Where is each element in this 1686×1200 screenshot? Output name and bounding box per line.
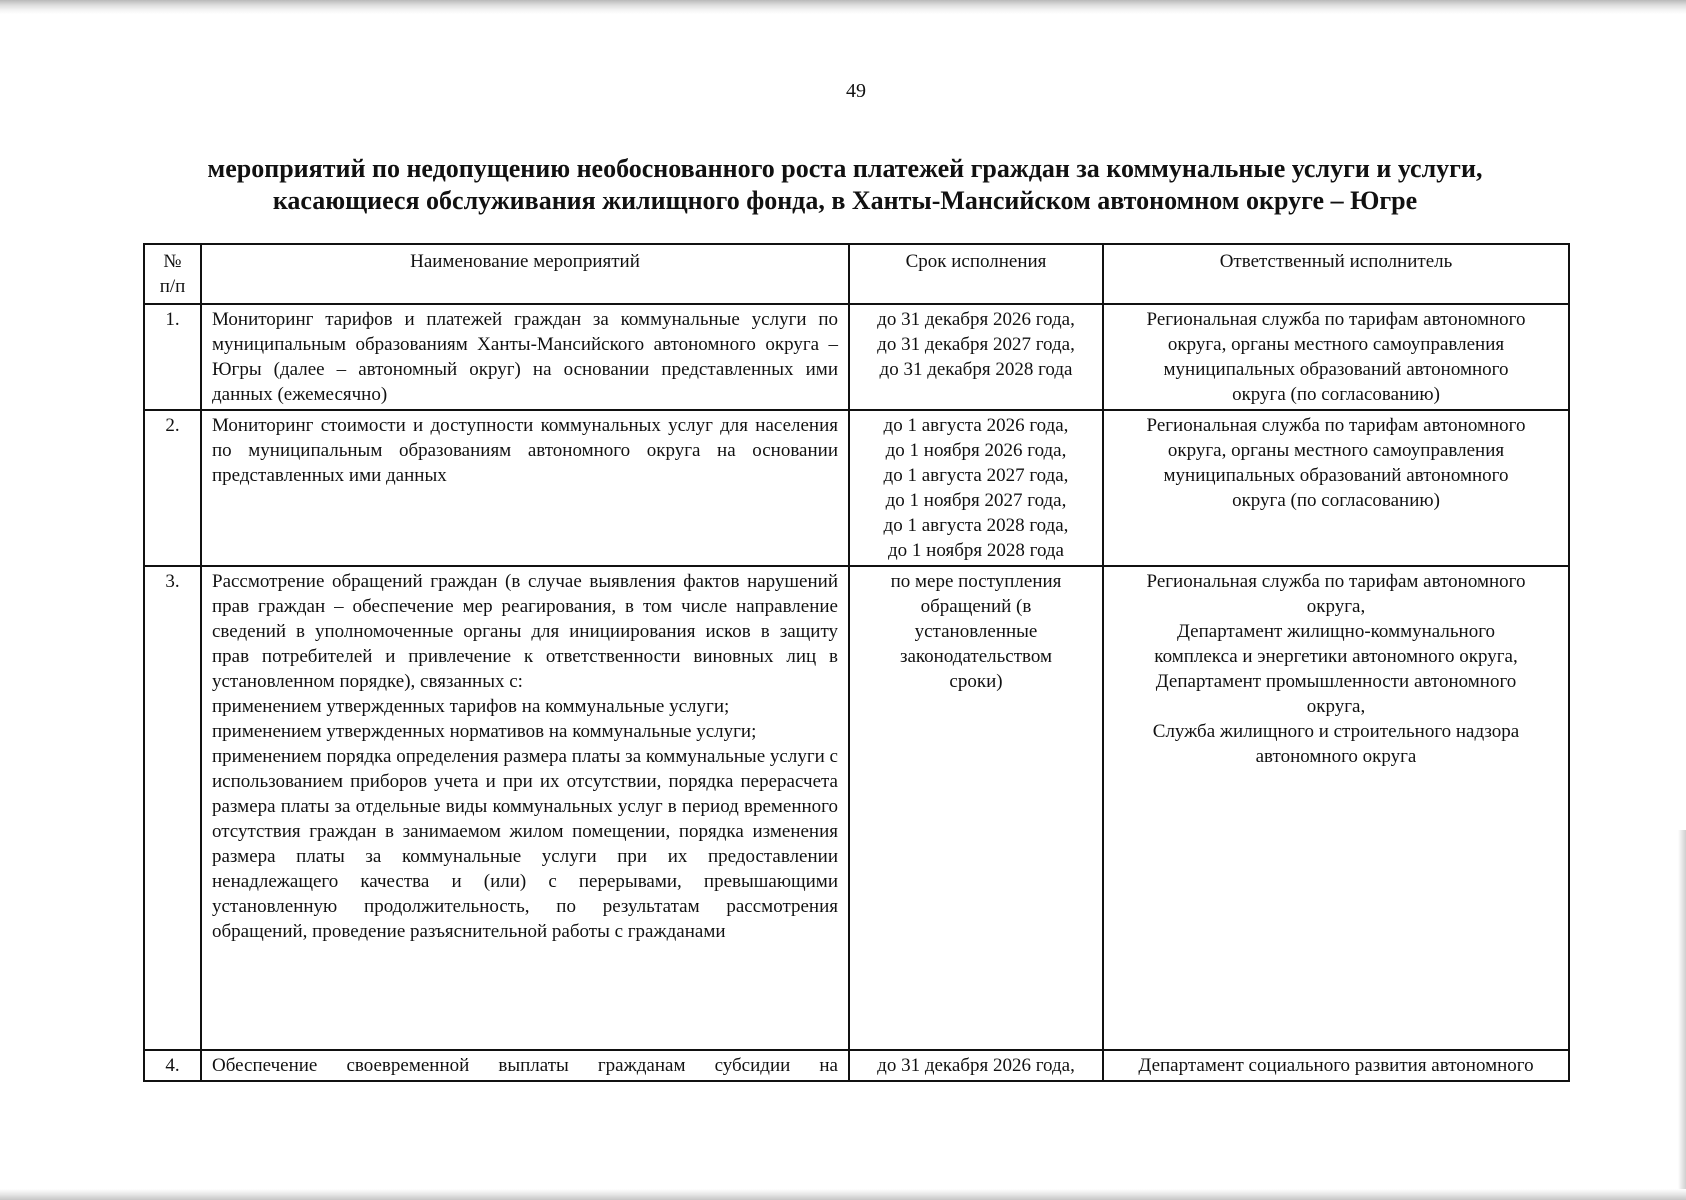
responsible-line: округа (по согласованию) <box>1232 384 1440 405</box>
measure-responsible <box>1103 1050 1569 1081</box>
measure-responsible <box>1103 410 1569 566</box>
term-line: сроки) <box>949 671 1003 692</box>
header-number-pp: п/п <box>159 276 186 297</box>
row-number: 4. <box>144 1050 201 1081</box>
responsible-line: автономного округа <box>1255 746 1417 767</box>
measure-term <box>849 566 1103 1050</box>
table-row <box>144 410 1569 566</box>
responsible-line: Департамент социального развития автономного <box>1138 1055 1534 1076</box>
term-line: до 31 декабря 2026 года, <box>877 309 1075 330</box>
scan-edge-top <box>0 0 1686 14</box>
term-line: до 1 ноября 2026 года, <box>885 440 1067 461</box>
header-number <box>144 244 201 304</box>
title-line: мероприятий по недопущению необоснованного роста платежей граждан за коммунальные услуги и услуги, <box>207 154 1483 183</box>
table-header-row <box>144 244 1569 304</box>
responsible-line: Департамент жилищно-коммунального <box>1176 621 1496 642</box>
measure-name <box>201 304 849 410</box>
responsible-line: комплекса и энергетики автономного округа, <box>1154 646 1518 667</box>
header-responsible: Ответственный исполнитель <box>1103 244 1569 304</box>
responsible-line: муниципальных образований автономного <box>1163 465 1509 486</box>
term-line: обращений (в <box>920 596 1032 617</box>
measure-term <box>849 410 1103 566</box>
table-row <box>144 304 1569 410</box>
scan-edge-bottom <box>0 1189 1686 1200</box>
term-line: законодательством <box>899 646 1053 667</box>
measure-paragraph: применением утвержденных нормативов на коммунальные услуги; <box>212 721 757 742</box>
term-line: до 1 августа 2028 года, <box>883 515 1069 536</box>
measure-name <box>201 1050 849 1081</box>
header-number-sign: № <box>163 251 182 272</box>
responsible-line: округа (по согласованию) <box>1232 490 1440 511</box>
row-number: 3. <box>144 566 201 1050</box>
title-line: касающиеся обслуживания жилищного фонда, в Ханты-Мансийском автономном округе – Югре <box>272 186 1418 215</box>
measure-paragraph: применением утвержденных тарифов на коммунальные услуги; <box>212 696 730 717</box>
measure-paragraph: Рассмотрение обращений граждан (в случае выявления фактов нарушений прав граждан – обеспечение мер реагирования, в том числе направление сведений в уполномоченные органы для инициирования исков в защиту прав потребителей и привлечение к ответственности виновных лиц в установленном порядке), связанных с: <box>212 571 838 692</box>
measure-responsible <box>1103 566 1569 1050</box>
measure-paragraph: Мониторинг стоимости и доступности коммунальных услуг для населения по муниципальным образованиям автономного округа на основании представленных ими данных <box>212 415 838 486</box>
measure-responsible <box>1103 304 1569 410</box>
term-line: по мере поступления <box>890 571 1062 592</box>
responsible-line: Региональная служба по тарифам автономного <box>1146 309 1526 330</box>
responsible-line: Служба жилищного и строительного надзора <box>1152 721 1520 742</box>
term-line: до 31 декабря 2028 года <box>879 359 1073 380</box>
responsible-line: Региональная служба по тарифам автономного <box>1146 571 1526 592</box>
responsible-line: Департамент промышленности автономного <box>1155 671 1517 692</box>
term-line: до 1 ноября 2027 года, <box>885 490 1067 511</box>
scan-edge-right <box>1678 830 1686 1190</box>
header-term: Срок исполнения <box>849 244 1103 304</box>
responsible-line: муниципальных образований автономного <box>1163 359 1509 380</box>
row-number: 1. <box>144 304 201 410</box>
document-title <box>130 153 1560 217</box>
table-row <box>144 1050 1569 1081</box>
row-number: 2. <box>144 410 201 566</box>
table-row <box>144 566 1569 1050</box>
responsible-line: округа, <box>1306 696 1366 717</box>
term-line: до 1 августа 2026 года, <box>883 415 1069 436</box>
responsible-line: округа, органы местного самоуправления <box>1167 334 1505 355</box>
measure-paragraph: Мониторинг тарифов и платежей граждан за коммунальные услуги по муниципальным образованиям Ханты-Мансийского автономного округа – Югры (далее – автономный округ) на основании представленных ими данных (ежемесячно) <box>212 309 838 405</box>
measure-paragraph: применением порядка определения размера платы за коммунальные услуги с использованием приборов учета и при их отсутствии, порядка перерасчета размера платы за отдельные виды коммунальных услуг в период временного отсутствия граждан в занимаемом жилом помещении, порядка изменения размера платы за коммунальные услуги при их предоставлении ненадлежащего качества и (или) с перерывами, превышающими установленную продолжительность, по результатам рассмотрения обращений, проведение разъяснительной работы с гражданами <box>212 746 838 942</box>
measure-paragraph: Обеспечение своевременной выплаты гражданам субсидии на <box>212 1055 838 1076</box>
term-line: до 1 ноября 2028 года <box>888 540 1064 561</box>
measures-table <box>143 243 1570 1082</box>
measure-name <box>201 410 849 566</box>
responsible-line: округа, органы местного самоуправления <box>1167 440 1505 461</box>
measure-term <box>849 304 1103 410</box>
term-line: до 31 декабря 2027 года, <box>877 334 1075 355</box>
page-number: 49 <box>846 80 866 102</box>
measure-term <box>849 1050 1103 1081</box>
term-line: до 1 августа 2027 года, <box>883 465 1069 486</box>
responsible-line: округа, <box>1306 596 1366 617</box>
header-name: Наименование мероприятий <box>201 244 849 304</box>
measure-name <box>201 566 849 1050</box>
term-line: до 31 декабря 2026 года, <box>877 1055 1075 1076</box>
responsible-line: Региональная служба по тарифам автономного <box>1146 415 1526 436</box>
term-line: установленные <box>914 621 1038 642</box>
